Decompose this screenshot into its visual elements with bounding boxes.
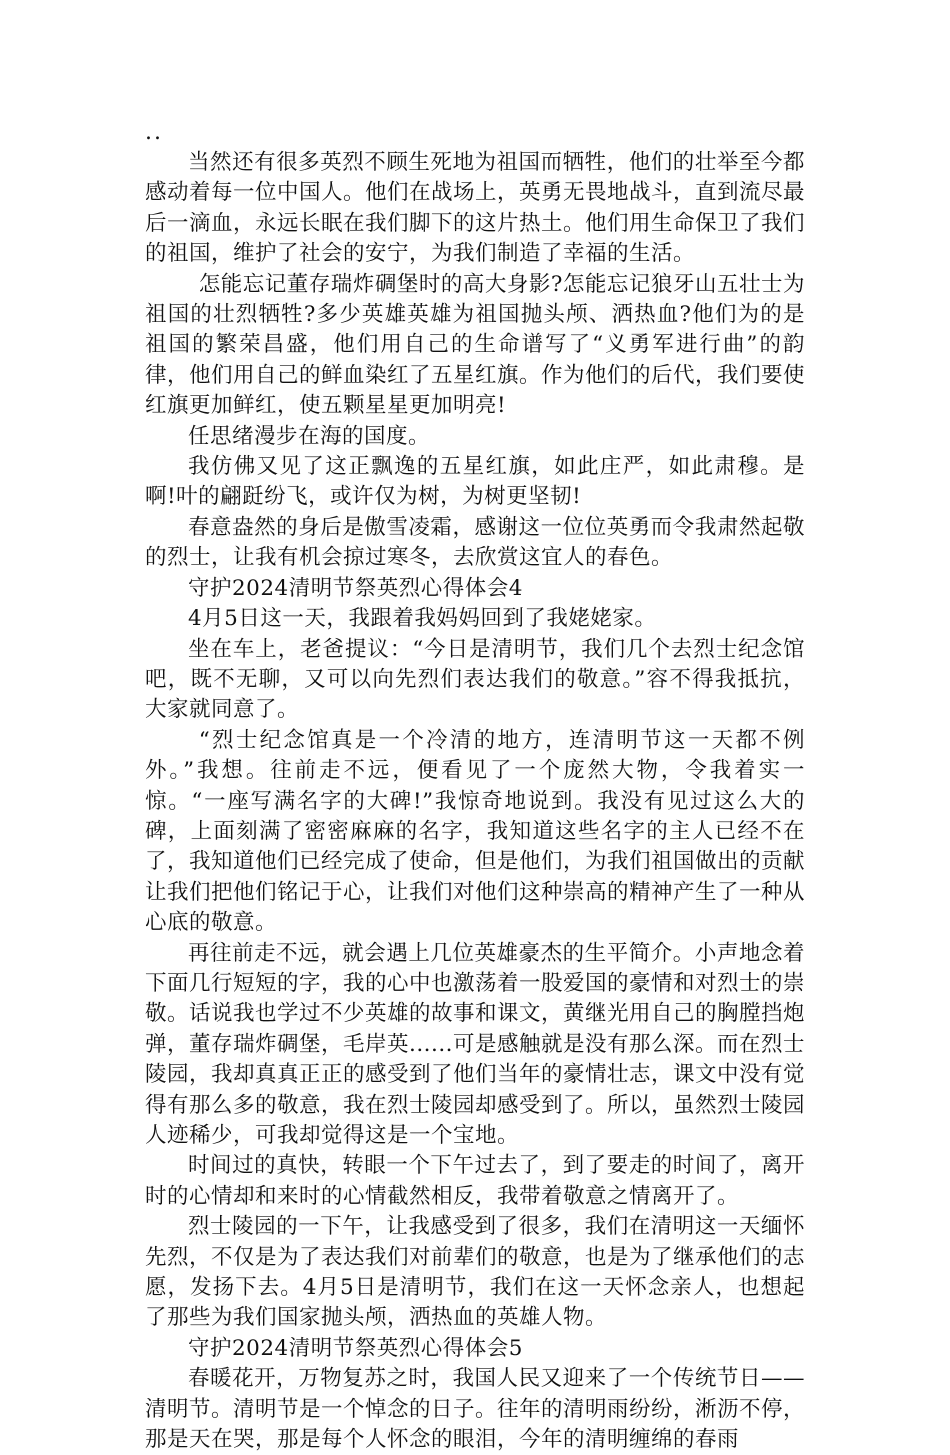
document-body [145,118,805,1455]
paragraph-spring-gratitude: 春意盎然的身后是傲雪凌霜，感谢这一位位英勇而令我肃然起敬的烈士，让我有机会掠过寒冬，去欣赏这宜人的春色。 [145,514,805,571]
leading-marker: .. [145,120,163,145]
paragraph-in-the-car: 坐在车上，老爸提议：“今日是清明节，我们几个去烈士纪念馆吧，既不无聊，又可以向先烈们表达我们的敬意。”容不得我抵抗，大家就同意了。 [145,636,805,723]
paragraph-memorial-stele: “烈士纪念馆真是一个冷清的地方，连清明节这一天都不例外。”我想。往前走不远，便看见了一个庞然大物，令我着实一惊。“一座写满名字的大碑!”我惊奇地说到。我没有见过这么大的碑，上面刻满了密密麻麻的名字，我知道这些名字的主人已经不在了，我知道他们已经完成了使命，但是他们，为我们祖国做出的贡献让我们把他们铭记于心，让我们对他们这种崇高的精神产生了一种从心底的敬意。 [145,727,806,936]
section-heading-4: 守护2024清明节祭英烈心得体会4 [188,575,523,601]
paragraph-april-fifth: 4月5日这一天，我跟着我妈妈回到了我姥姥家。 [188,606,657,632]
paragraph-thoughts-wander: 任思绪漫步在海的国度。 [188,423,431,449]
paragraph-dong-cunrui: 怎能忘记董存瑞炸碉堡时的高大身影?怎能忘记狼牙山五壮士为祖国的壮烈牺牲?多少英雄英雄为祖国抛头颅、洒热血?他们为的是祖国的繁荣昌盛，他们用自己的生命谱写了“义勇军进行曲”的韵律，他们用自己的鲜血染红了五星红旗。作为他们的后代，我们要使红旗更加鲜红，使五颗星星更加明亮! [145,271,806,419]
paragraph-spring-blossoms: 春暖花开，万物复苏之时，我国人民又迎来了一个传统节日——清明节。清明节是一个悼念的日子。往年的清明雨纷纷，淅沥不停，那是天在哭，那是每个人怀念的眼泪，今年的清明缠绵的春雨 [145,1366,806,1453]
paragraph-heroes-sacrifice: 当然还有很多英烈不顾生死地为祖国而牺牲，他们的壮举至今都感动着每一位中国人。他们在战场上，英勇无畏地战斗，直到流尽最后一滴血，永远长眠在我们脚下的这片热土。他们用生命保卫了我们的祖国，维护了社会的安宁，为我们制造了幸福的生活。 [145,150,806,267]
paragraph-hero-biographies: 再往前走不远，就会遇上几位英雄豪杰的生平简介。小声地念着下面几行短短的字，我的心中也激荡着一股爱国的豪情和对烈士的崇敬。话说我也学过不少英雄的故事和课文，黄继光用自己的胸膛挡炮弹，董存瑞炸碉堡，毛岸英......可是感触就是没有那么深。而在烈士陵园，我却真真正正的感受到了他们当年的豪情壮志，课文中没有觉得有那么多的敬意，我在烈士陵园却感受到了。所以，虽然烈士陵园人迹稀少，可我却觉得这是一个宝地。 [145,940,806,1148]
paragraph-time-flies: 时间过的真快，转眼一个下午过去了，到了要走的时间了，离开时的心情却和来时的心情截然相反，我带着敬意之情离开了。 [145,1153,805,1209]
section-heading-5: 守护2024清明节祭英烈心得体会5 [188,1335,523,1361]
paragraph-five-star-flag: 我仿佛又见了这正飘逸的五星红旗，如此庄严，如此肃穆。是啊!叶的翩跹纷飞，或许仅为树，为树更坚韧! [145,454,805,510]
paragraph-afternoon-reflection: 烈士陵园的一下午，让我感受到了很多，我们在清明这一天缅怀先烈，不仅是为了表达我们对前辈们的敬意，也是为了继承他们的志愿，发扬下去。4月5日是清明节，我们在这一天怀念亲人，也想起了那些为我们国家抛头颅，洒热血的英雄人物。 [145,1214,806,1331]
